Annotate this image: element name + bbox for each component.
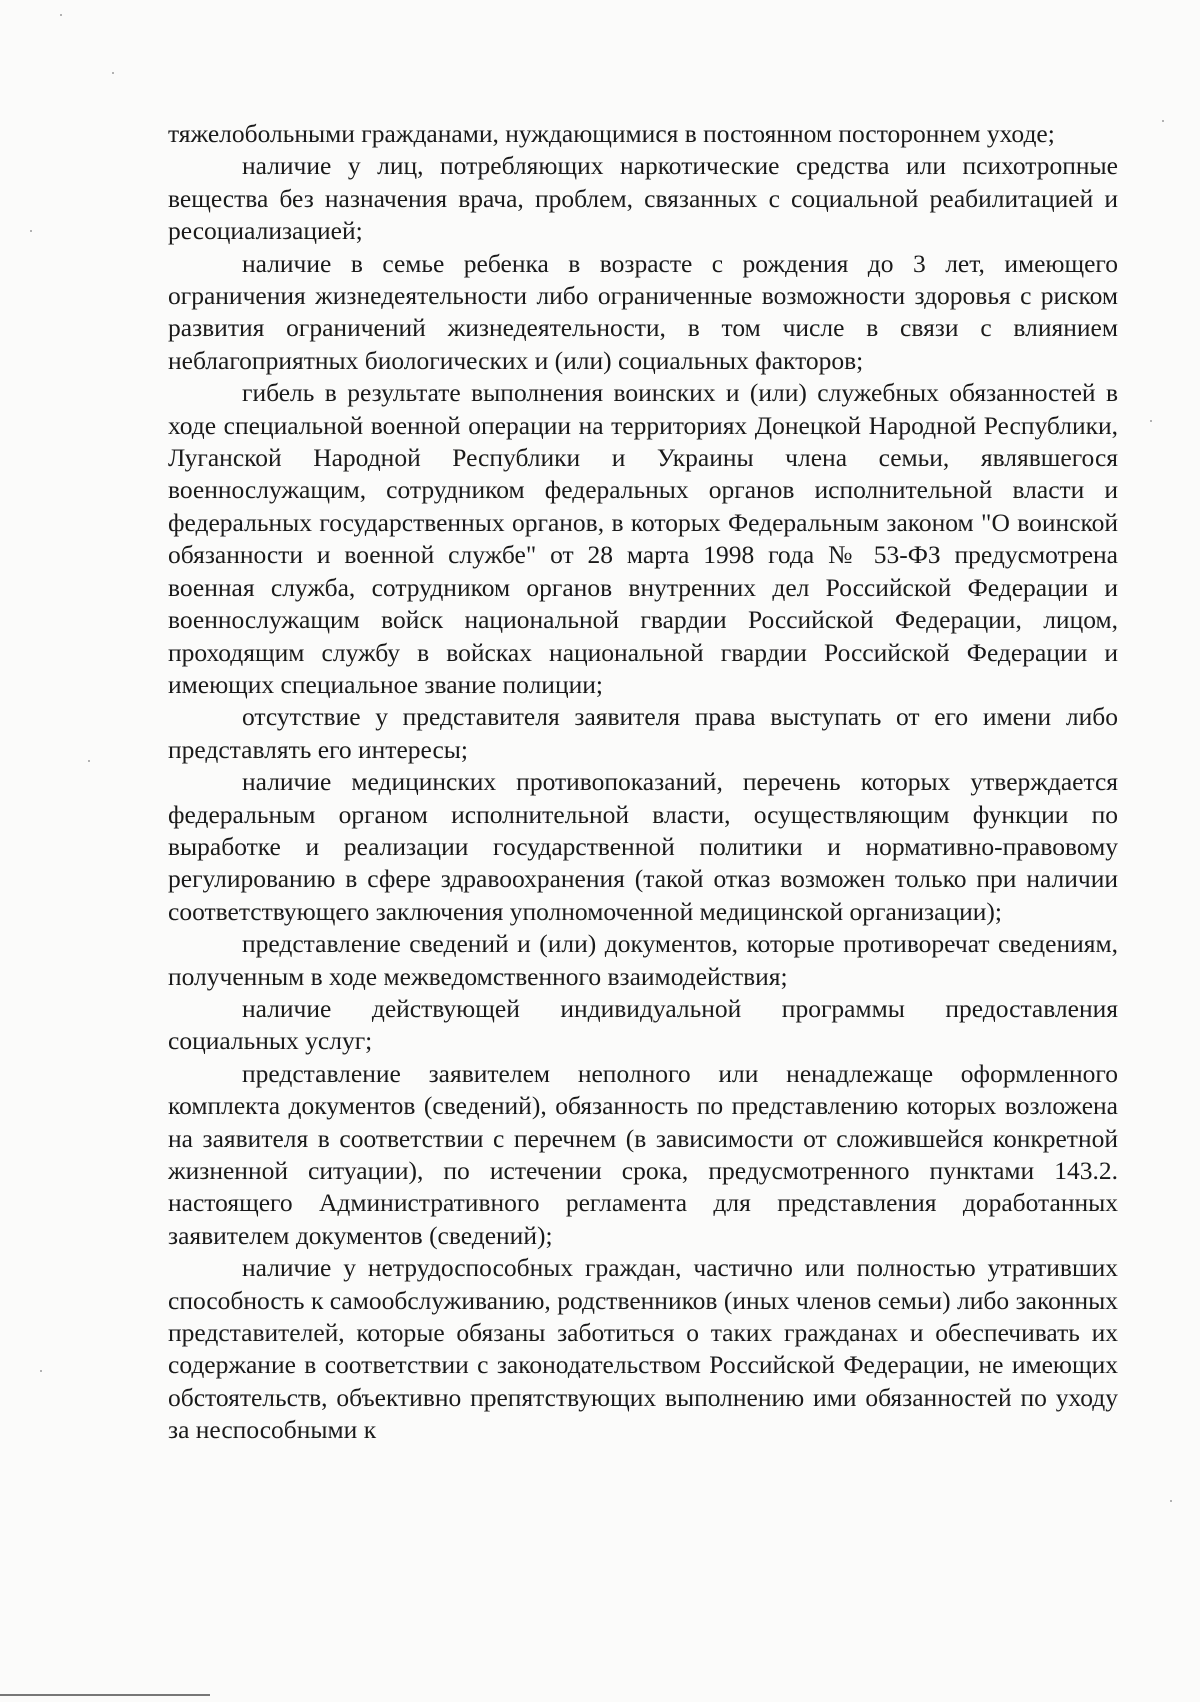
paragraph-1: тяжелобольными гражданами, нуждающимися в постоянном постороннем уходе; bbox=[168, 119, 1055, 148]
paragraph-10: наличие у нетрудоспособных граждан, частично или полностью утративших способность к самообслуживанию, родственников (иных членов семьи) либо законных представителей, которые обязаны заботиться о таких гражданах и обеспечивать их содержание в соответствии с законодательством Российской Федерации, не имеющих обстоятельств, объективно препятствующих выполнению ими обязанностей по уходу за неспособными к bbox=[168, 1253, 1118, 1445]
paragraph-5: отсутствие у представителя заявителя права выступать от его имени либо представлять его интересы; bbox=[168, 702, 1118, 764]
scan-edge-line bbox=[0, 1694, 210, 1696]
scan-speck bbox=[30, 230, 32, 232]
paragraph-9: представление заявителем неполного или ненадлежаще оформленного комплекта документов (сведений), обязанность по представлению которых возложена на заявителя в соответствии с перечнем (в зависимости от сложившейся конкретной жизненной ситуации), по истечении срока, предусмотренного пунктами 143.2. настоящего Административного регламента для представления доработанных заявителем документов (сведений); bbox=[168, 1058, 1118, 1250]
scan-speck bbox=[60, 14, 62, 16]
paragraph-8: наличие действующей индивидуальной программы предоставления социальных услуг; bbox=[168, 993, 1118, 1056]
paragraph-6: наличие медицинских противопоказаний, перечень которых утверждается федеральным органом исполнительной власти, осуществляющим функции по выработке и реализации государственной политики и нормативно-правовому регулированию в сфере здравоохранения (такой отказ возможен только при наличии соответствующего заключения уполномоченной медицинской организации); bbox=[168, 767, 1118, 926]
paragraph-2: наличие у лиц, потребляющих наркотические средства или психотропные вещества без назначения врача, проблем, связанных с социальной реабилитацией и ресоциализацией; bbox=[168, 151, 1118, 246]
scan-speck bbox=[1150, 420, 1152, 422]
paragraph-4: гибель в результате выполнения воинских и (или) служебных обязанностей в ходе специальной военной операции на территориях Донецкой Народной Республики, Луганской Народной Республики и Украины члена семьи, являвшегося военнослужащим, сотрудником федеральных органов исполнительной власти и федеральных государственных органов, в которых Федеральным законом "О воинской обязанности и военной службе" от 28 марта 1998 года № 53-ФЗ предусмотрена военная служба, сотрудником органов внутренних дел Российской Федерации и военнослужащим войск национальной гвардии Российской Федерации, лицом, проходящим службу в войсках национальной гвардии Российской Федерации и имеющих специальное звание полиции; bbox=[168, 378, 1118, 699]
scan-speck bbox=[1170, 1500, 1172, 1502]
paragraph-3: наличие в семье ребенка в возрасте с рождения до 3 лет, имеющего ограничения жизнедеятельности либо ограниченные возможности здоровья с риском развития ограничений жизнедеятельности, в том числе в связи с влиянием неблагоприятных биологических и (или) социальных факторов; bbox=[168, 248, 1118, 375]
document-body bbox=[168, 118, 1118, 1447]
scan-speck bbox=[112, 72, 114, 74]
paragraph-7: представление сведений и (или) документов, которые противоречат сведениям, полученным в ходе межведомственного взаимодействия; bbox=[168, 929, 1118, 991]
scan-speck bbox=[1162, 120, 1164, 122]
scan-speck bbox=[88, 760, 90, 762]
scan-speck bbox=[40, 1370, 42, 1372]
